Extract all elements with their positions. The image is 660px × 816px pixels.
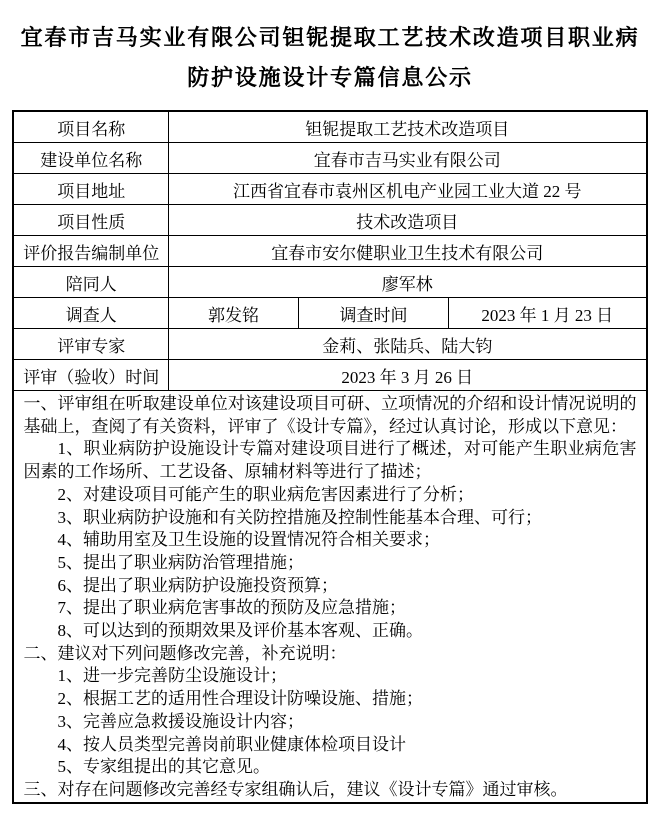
table-row-project-nature	[13, 205, 646, 236]
row-value: 宜春市安尔健职业卫生技术有限公司	[168, 236, 646, 267]
table-row-construction-unit	[13, 143, 646, 174]
row-value: 金莉、张陆兵、陆大钧	[168, 329, 646, 360]
opinion-paragraph: 3、职业病防护设施和有关防控措施及控制性能基本合理、可行；	[57, 507, 542, 527]
row-label: 评价报告编制单位	[13, 236, 168, 267]
table-row-review-experts	[13, 329, 646, 360]
opinion-paragraph: 三、对存在问题修改完善经专家组确认后，建议《设计专篇》通过审核。	[23, 779, 568, 799]
row-label: 调查人	[13, 298, 168, 329]
row-value: 廖军林	[168, 267, 646, 298]
info-table	[12, 110, 647, 804]
row-label: 评审专家	[13, 329, 168, 360]
opinion-paragraph: 1、职业病防护设施设计专篇对建设项目进行了概述，对可能产生职业病危害因素的工作场所、工艺设备、原辅材料等进行了描述；	[23, 439, 637, 482]
row-value-secondary: 2023 年 1 月 23 日	[448, 298, 646, 329]
row-value: 郭发铭	[168, 298, 298, 329]
row-label: 陪同人	[13, 267, 168, 298]
row-label: 评审（验收）时间	[13, 360, 168, 391]
opinion-paragraph: 7、提出了职业病危害事故的预防及应急措施；	[57, 598, 406, 618]
table-row-investigator	[13, 298, 646, 329]
opinion-paragraph: 4、按人员类型完善岗前职业健康体检项目设计	[57, 734, 406, 754]
opinion-paragraph: 3、完善应急救援设施设计内容；	[57, 711, 304, 731]
row-label: 项目名称	[13, 111, 168, 143]
row-label: 建设单位名称	[13, 143, 168, 174]
row-value: 江西省宜春市袁州区机电产业园工业大道 22 号	[168, 174, 646, 205]
table-row-opinion	[13, 391, 646, 804]
row-value: 钽铌提取工艺技术改造项目	[168, 111, 646, 143]
opinion-paragraph: 5、提出了职业病防治管理措施；	[57, 552, 304, 572]
table-row-report-compiler	[13, 236, 646, 267]
row-label-secondary: 调查时间	[298, 298, 448, 329]
opinion-paragraph: 二、建议对下列问题修改完善，补充说明：	[23, 643, 347, 663]
row-label: 项目地址	[13, 174, 168, 205]
row-value: 宜春市吉马实业有限公司	[168, 143, 646, 174]
opinion-paragraph: 4、辅助用室及卫生设施的设置情况符合相关要求；	[57, 530, 440, 550]
table-row-project-address	[13, 174, 646, 205]
row-value: 2023 年 3 月 26 日	[168, 360, 646, 391]
opinion-section	[13, 391, 646, 804]
row-value: 技术改造项目	[168, 205, 646, 236]
table-row-review-time	[13, 360, 646, 391]
opinion-paragraph: 5、专家组提出的其它意见。	[57, 757, 270, 777]
page-title: 宜春市吉马实业有限公司钽铌提取工艺技术改造项目职业病防护设施设计专篇信息公示	[20, 25, 640, 90]
opinion-paragraph: 2、根据工艺的适用性合理设计防噪设施、措施；	[57, 689, 423, 709]
table-row-accompanying-person	[13, 267, 646, 298]
row-label: 项目性质	[13, 205, 168, 236]
table-row-project-name	[13, 111, 646, 143]
opinion-paragraph: 1、进一步完善防尘设施设计；	[57, 666, 287, 686]
opinion-paragraph: 2、对建设项目可能产生的职业病危害因素进行了分析；	[57, 484, 474, 504]
opinion-paragraph: 一、评审组在听取建设单位对该建设项目可研、立项情况的介绍和设计情况说明的基础上，查阅了有关资料，评审了《设计专篇》，经过认真讨论，形成以下意见：	[23, 394, 637, 436]
opinion-paragraph: 8、可以达到的预期效果及评价基本客观、正确。	[57, 621, 423, 641]
opinion-paragraph: 6、提出了职业病防护设施投资预算；	[57, 575, 338, 595]
